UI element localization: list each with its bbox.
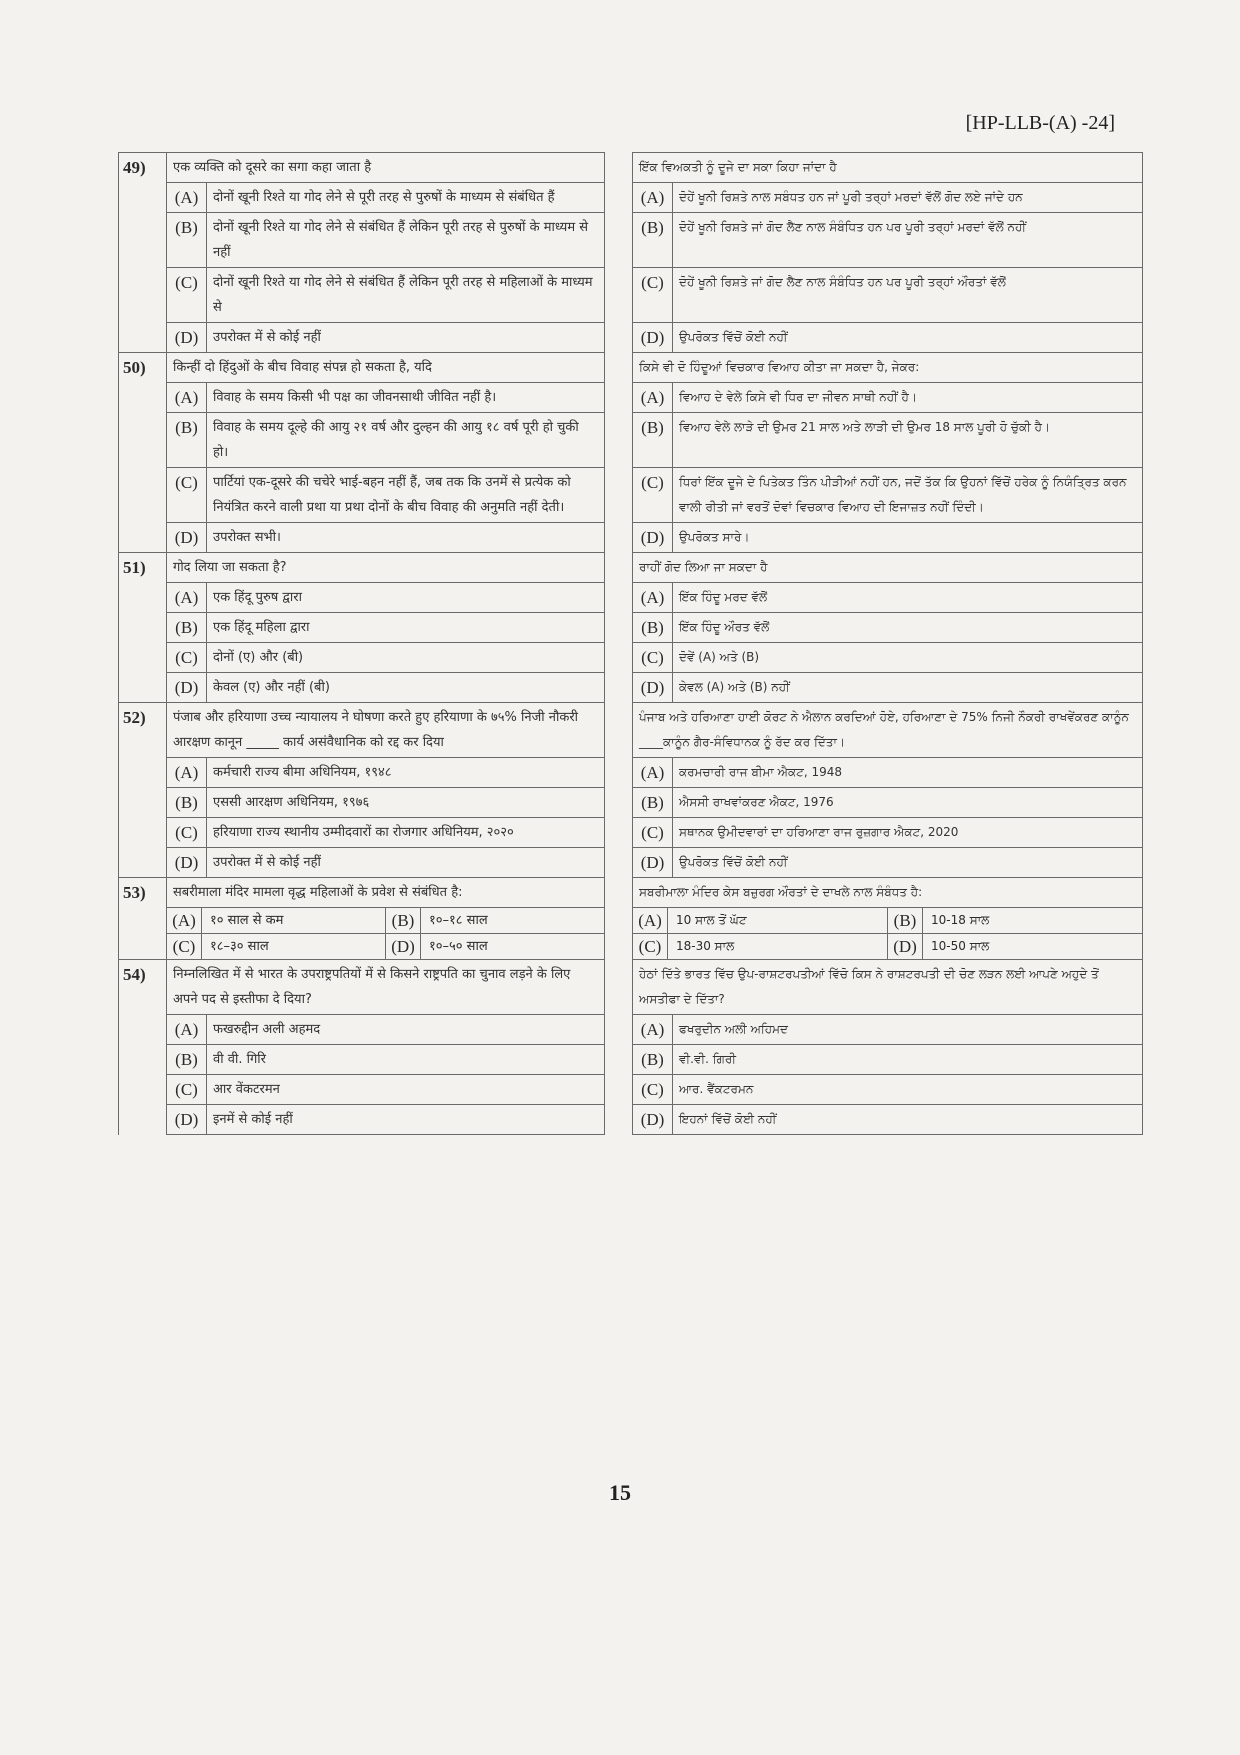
number-spacer: [119, 583, 167, 613]
option-text-punjabi: ਵਿਆਹ ਦੇ ਵੇਲੇ ਕਿਸੇ ਵੀ ਧਿਰ ਦਾ ਜੀਵਨ ਸਾਥੀ ਨਹੀਂ ਹੈ।: [673, 383, 1143, 413]
option-pair-hindi: [167, 934, 605, 960]
column-gap: [605, 1015, 633, 1045]
option-row: [119, 673, 1143, 703]
option-row: [119, 1045, 1143, 1075]
option-row: [119, 1105, 1143, 1135]
column-gap: [605, 468, 633, 523]
option-row: [119, 758, 1143, 788]
option-text-hindi: आर वेंकटरमन: [207, 1075, 605, 1105]
column-gap: [605, 878, 633, 908]
column-gap: [605, 643, 633, 673]
option-label: (B): [167, 1045, 207, 1075]
column-gap: [605, 413, 633, 468]
option-text-punjabi: 18-30 ਸਾਲ: [676, 939, 735, 953]
option-text-punjabi: ਇੱਕ ਹਿੰਦੂ ਔਰਤ ਵੱਲੋਂ: [673, 613, 1143, 643]
option-text-hindi: केवल (ए) और नहीं (बी): [207, 673, 605, 703]
option-label: (A): [633, 583, 673, 613]
column-gap: [605, 818, 633, 848]
option-row: [119, 788, 1143, 818]
option-row: [119, 183, 1143, 213]
column-gap: [605, 268, 633, 323]
option-label: (C): [167, 934, 202, 959]
option-label: (B): [167, 213, 207, 268]
question-number: 52): [119, 703, 167, 758]
column-gap: [605, 583, 633, 613]
column-gap: [605, 934, 633, 960]
question-row: [119, 353, 1143, 383]
option-label: (C): [633, 468, 673, 523]
question-number: 49): [119, 153, 167, 183]
option-row: [119, 848, 1143, 878]
number-spacer: [119, 1015, 167, 1045]
question-row: [119, 703, 1143, 758]
column-gap: [605, 848, 633, 878]
option-row: [119, 413, 1143, 468]
question-text-punjabi: ਰਾਹੀਂ ਗੋਦ ਲਿਆ ਜਾ ਸਕਦਾ ਹੈ: [633, 553, 1143, 583]
question-text-punjabi: ਇੱਕ ਵਿਅਕਤੀ ਨੂੰ ਦੂਜੇ ਦਾ ਸਕਾ ਕਿਹਾ ਜਾਂਦਾ ਹੈ: [633, 153, 1143, 183]
number-spacer: [119, 908, 167, 934]
option-text-punjabi: ਫਖਰੁਦੀਨ ਅਲੀ ਅਹਿਮਦ: [673, 1015, 1143, 1045]
number-spacer: [119, 213, 167, 268]
header-code: [HP-LLB-(A) -24]: [965, 112, 1115, 134]
option-label: (C): [167, 1075, 207, 1105]
option-text-punjabi: ਉਪਰੋਕਤ ਵਿੱਚੋਂ ਕੋਈ ਨਹੀਂ: [673, 323, 1143, 353]
question-text-punjabi: ਸਬਰੀਮਾਲਾ ਮੰਦਿਰ ਕੇਸ ਬਜ਼ੁਰਗ ਔਰਤਾਂ ਦੇ ਦਾਖਲੇ ਨਾਲ ਸੰਬੰਧਤ ਹੈ:: [633, 878, 1143, 908]
option-text-hindi: विवाह के समय दूल्हे की आयु २१ वर्ष और दुल्हन की आयु १८ वर्ष पूरी हो चुकी हो।: [207, 413, 605, 468]
question-text-hindi: निम्नलिखित में से भारत के उपराष्ट्रपतियों में से किसने राष्ट्रपति का चुनाव लड़ने के लिए अपने पद से इस्तीफा दे दिया?: [167, 960, 605, 1015]
option-text-punjabi: ਉਪਰੋਕਤ ਵਿੱਚੋਂ ਕੋਈ ਨਹੀਂ: [673, 848, 1143, 878]
column-gap: [605, 613, 633, 643]
option-text-punjabi: ਦੋਹੇਂ ਖੂਨੀ ਰਿਸ਼ਤੇ ਨਾਲ ਸਬੰਧਤ ਹਨ ਜਾਂ ਪੂਰੀ ਤਰ੍ਹਾਂ ਮਰਦਾਂ ਵੱਲੋਂ ਗੋਦ ਲਏ ਜਾਂਦੇ ਹਨ: [673, 183, 1143, 213]
option-label: (D): [167, 848, 207, 878]
column-gap: [605, 758, 633, 788]
number-spacer: [119, 523, 167, 553]
number-spacer: [119, 848, 167, 878]
option-text-hindi: एससी आरक्षण अधिनियम, १९७६: [207, 788, 605, 818]
option-text-hindi: विवाह के समय किसी भी पक्ष का जीवनसाथी जीवित नहीं है।: [207, 383, 605, 413]
question-table: [118, 152, 1143, 1135]
option-label: (D): [167, 323, 207, 353]
option-row: [119, 523, 1143, 553]
option-row: [119, 213, 1143, 268]
option-label: (D): [633, 848, 673, 878]
question-number: 54): [119, 960, 167, 1015]
question-text-punjabi: ਕਿਸੇ ਵੀ ਦੋ ਹਿੰਦੂਆਂ ਵਿਚਕਾਰ ਵਿਆਹ ਕੀਤਾ ਜਾ ਸਕਦਾ ਹੈ, ਜੇਕਰ:: [633, 353, 1143, 383]
number-spacer: [119, 323, 167, 353]
column-gap: [605, 673, 633, 703]
option-text-hindi: १०–५० साल: [429, 939, 488, 954]
number-spacer: [119, 183, 167, 213]
option-text-hindi: दोनों खूनी रिश्ते या गोद लेने से संबंधित हैं लेकिन पूरी तरह से पुरुषों के माध्यम से नहीं: [207, 213, 605, 268]
column-gap: [605, 323, 633, 353]
option-text-hindi: कर्मचारी राज्य बीमा अधिनियम, १९४८: [207, 758, 605, 788]
option-row: [119, 583, 1143, 613]
option-row: [119, 613, 1143, 643]
option-text-punjabi: ਵਿਆਹ ਵੇਲੇ ਲਾੜੇ ਦੀ ਉਮਰ 21 ਸਾਲ ਅਤੇ ਲਾੜੀ ਦੀ ਉਮਰ 18 ਸਾਲ ਪੂਰੀ ਹੋ ਚੁੱਕੀ ਹੈ।: [673, 413, 1143, 468]
option-label: (D): [167, 523, 207, 553]
number-spacer: [119, 383, 167, 413]
option-text-hindi: दोनों खूनी रिश्ते या गोद लेने से पूरी तरह से पुरुषों के माध्यम से संबंधित हैं: [207, 183, 605, 213]
option-label: (B): [633, 213, 673, 268]
option-label: (C): [167, 643, 207, 673]
column-gap: [605, 788, 633, 818]
option-text-hindi: उपरोक्त सभी।: [207, 523, 605, 553]
option-label: (A): [167, 383, 207, 413]
option-label: (D): [633, 1105, 673, 1135]
number-spacer: [119, 468, 167, 523]
option-text-punjabi: ਐਸਸੀ ਰਾਖਵਾਂਕਰਣ ਐਕਟ, 1976: [673, 788, 1143, 818]
number-spacer: [119, 1105, 167, 1135]
question-text-punjabi: ਪੰਜਾਬ ਅਤੇ ਹਰਿਆਣਾ ਹਾਈ ਕੋਰਟ ਨੇ ਐਲਾਨ ਕਰਦਿਆਂ ਹੋਏ, ਹਰਿਆਣਾ ਦੇ 75% ਨਿਜੀ ਨੌਕਰੀ ਰਾਖਵੇਂਕਰਣ ਕਾਨੂੰਨ ____ਕਾਨੂੰਨ ਗੈਰ-ਸੰਵਿਧਾਨਕ ਨੂੰ ਰੱਦ ਕਰ ਦਿੱਤਾ।: [633, 703, 1143, 758]
option-label: (A): [167, 1015, 207, 1045]
option-text-hindi: उपरोक्त में से कोई नहीं: [207, 323, 605, 353]
option-text-hindi: इनमें से कोई नहीं: [207, 1105, 605, 1135]
option-text-punjabi: ਆਰ. ਵੈਂਕਟਰਮਨ: [673, 1075, 1143, 1105]
option-label: (A): [633, 383, 673, 413]
option-label: (A): [167, 758, 207, 788]
option-text-punjabi: ਵੀ.ਵੀ. ਗਿਰੀ: [673, 1045, 1143, 1075]
number-spacer: [119, 268, 167, 323]
number-spacer: [119, 788, 167, 818]
option-pair-row: [119, 908, 1143, 934]
number-spacer: [119, 1075, 167, 1105]
option-row: [119, 323, 1143, 353]
number-spacer: [119, 643, 167, 673]
option-label: (B): [888, 908, 923, 933]
option-text-hindi: १०–१८ साल: [429, 913, 488, 928]
option-label: (A): [167, 183, 207, 213]
option-label: (B): [633, 1045, 673, 1075]
option-label: (B): [167, 613, 207, 643]
option-row: [119, 643, 1143, 673]
column-gap: [605, 353, 633, 383]
option-label: (C): [633, 818, 673, 848]
option-pair-punjabi: [633, 908, 1143, 934]
option-text-hindi: पार्टियां एक-दूसरे की चचेरे भाई-बहन नहीं हैं, जब तक कि उनमें से प्रत्येक को नियंत्रित करने वाली प्रथा या प्रथा दोनों के बीच विवाह की अनुमति नहीं देती।: [207, 468, 605, 523]
column-gap: [605, 383, 633, 413]
question-number: 50): [119, 353, 167, 383]
option-text-punjabi: ਧਿਰਾਂ ਇੱਕ ਦੂਜੇ ਦੇ ਪਿਤੇਕਤ ਤਿੰਨ ਪੀੜੀਆਂ ਨਹੀਂ ਹਨ, ਜਦੋਂ ਤੱਕ ਕਿ ਉਹਨਾਂ ਵਿੱਚੋਂ ਹਰੇਕ ਨੂੰ ਨਿਯੰਤ੍ਰਿਤ ਕਰਨ ਵਾਲੀ ਰੀਤੀ ਜਾਂ ਵਰਤੋਂ ਦੋਵਾਂ ਵਿਚਕਾਰ ਵਿਆਹ ਦੀ ਇਜਾਜ਼ਤ ਨਹੀਂ ਦਿੰਦੀ।: [673, 468, 1143, 523]
column-gap: [605, 908, 633, 934]
option-row: [119, 268, 1143, 323]
question-row: [119, 878, 1143, 908]
option-text-hindi: एक हिंदू महिला द्वारा: [207, 613, 605, 643]
option-text-punjabi: ਦੋਹੇਂ ਖੂਨੀ ਰਿਸ਼ਤੇ ਜਾਂ ਗੋਦ ਲੈਣ ਨਾਲ ਸੰਬੰਧਿਤ ਹਨ ਪਰ ਪੂਰੀ ਤਰ੍ਹਾਂ ਮਰਦਾਂ ਵੱਲੋਂ ਨਹੀਂ: [673, 213, 1143, 268]
column-gap: [605, 1075, 633, 1105]
option-text-punjabi: 10 ਸਾਲ ਤੋਂ ਘੱਟ: [676, 913, 747, 927]
option-text-punjabi: ਕਰਮਚਾਰੀ ਰਾਜ ਬੀਮਾ ਐਕਟ, 1948: [673, 758, 1143, 788]
option-text-punjabi: ਉਪਰੋਕਤ ਸਾਰੇ।: [673, 523, 1143, 553]
option-label: (C): [633, 643, 673, 673]
option-text-punjabi: 10-50 ਸਾਲ: [931, 939, 990, 953]
option-label: (D): [633, 523, 673, 553]
option-label: (B): [386, 908, 421, 933]
option-text-punjabi: ਇਹਨਾਂ ਵਿੱਚੋਂ ਕੋਈ ਨਹੀਂ: [673, 1105, 1143, 1135]
option-text-punjabi: ਦੋਹੇਂ ਖੂਨੀ ਰਿਸ਼ਤੇ ਜਾਂ ਗੋਦ ਲੈਣ ਨਾਲ ਸੰਬੰਧਿਤ ਹਨ ਪਰ ਪੂਰੀ ਤਰ੍ਹਾਂ ਔਰਤਾਂ ਵੱਲੋਂ: [673, 268, 1143, 323]
question-text-hindi: एक व्यक्ति को दूसरे का सगा कहा जाता है: [167, 153, 605, 183]
option-text-punjabi: ਇੱਕ ਹਿੰਦੂ ਮਰਦ ਵੱਲੋਂ: [673, 583, 1143, 613]
option-pair-punjabi: [633, 934, 1143, 960]
option-label: (C): [167, 268, 207, 323]
option-label: (B): [633, 413, 673, 468]
option-text-hindi: उपरोक्त में से कोई नहीं: [207, 848, 605, 878]
option-text-hindi: दोनों खूनी रिश्ते या गोद लेने से संबंधित हैं लेकिन पूरी तरह से महिलाओं के माध्यम से: [207, 268, 605, 323]
column-gap: [605, 523, 633, 553]
question-text-hindi: किन्हीं दो हिंदुओं के बीच विवाह संपन्न हो सकता है, यदि: [167, 353, 605, 383]
option-text-hindi: १० साल से कम: [210, 913, 284, 928]
option-label: (A): [633, 908, 668, 933]
column-gap: [605, 153, 633, 183]
option-text-hindi: वी वी. गिरि: [207, 1045, 605, 1075]
question-row: [119, 553, 1143, 583]
number-spacer: [119, 1045, 167, 1075]
option-label: (A): [167, 908, 202, 933]
column-gap: [605, 1105, 633, 1135]
option-text-hindi: १८–३० साल: [210, 939, 269, 954]
question-text-hindi: सबरीमाला मंदिर मामला वृद्ध महिलाओं के प्रवेश से संबंधित है:: [167, 878, 605, 908]
option-label: (A): [633, 183, 673, 213]
question-row: [119, 153, 1143, 183]
option-text-punjabi: 10-18 ਸਾਲ: [931, 913, 990, 927]
option-row: [119, 383, 1143, 413]
question-text-hindi: पंजाब और हरियाणा उच्च न्यायालय ने घोषणा करते हुए हरियाणा के ७५% निजी नौकरी आरक्षण कानून _____ कार्य असंवैधानिक को रद्द कर दिया: [167, 703, 605, 758]
option-label: (B): [167, 788, 207, 818]
option-pair-hindi: [167, 908, 605, 934]
question-text-hindi: गोद लिया जा सकता है?: [167, 553, 605, 583]
option-text-punjabi: ਸਥਾਨਕ ਉਮੀਦਵਾਰਾਂ ਦਾ ਹਰਿਆਣਾ ਰਾਜ ਰੁਜ਼ਗਾਰ ਐਕਟ, 2020: [673, 818, 1143, 848]
option-label: (D): [386, 934, 421, 959]
option-label: (D): [633, 323, 673, 353]
column-gap: [605, 703, 633, 758]
option-label: (B): [633, 613, 673, 643]
number-spacer: [119, 818, 167, 848]
option-text-punjabi: ਦੋਵੇਂ (A) ਅਤੇ (B): [673, 643, 1143, 673]
option-text-hindi: हरियाणा राज्य स्थानीय उम्मीदवारों का रोजगार अधिनियम, २०२०: [207, 818, 605, 848]
option-label: (C): [167, 818, 207, 848]
option-row: [119, 818, 1143, 848]
option-pair-row: [119, 934, 1143, 960]
option-label: (C): [633, 268, 673, 323]
page-number: 15: [609, 1480, 631, 1505]
column-gap: [605, 213, 633, 268]
option-label: (B): [633, 788, 673, 818]
option-text-punjabi: ਕੇਵਲ (A) ਅਤੇ (B) ਨਹੀਂ: [673, 673, 1143, 703]
number-spacer: [119, 413, 167, 468]
question-number: 53): [119, 878, 167, 908]
option-label: (D): [633, 673, 673, 703]
column-gap: [605, 960, 633, 1015]
question-number: 51): [119, 553, 167, 583]
column-gap: [605, 183, 633, 213]
option-label: (C): [167, 468, 207, 523]
number-spacer: [119, 934, 167, 960]
option-text-hindi: फखरुद्दीन अली अहमद: [207, 1015, 605, 1045]
option-text-hindi: एक हिंदू पुरुष द्वारा: [207, 583, 605, 613]
question-text-punjabi: ਹੇਠਾਂ ਦਿੱਤੇ ਭਾਰਤ ਵਿੱਚ ਉਪ-ਰਾਸ਼ਟਰਪਤੀਆਂ ਵਿੱਚੋ ਕਿਸ ਨੇ ਰਾਸ਼ਟਰਪਤੀ ਦੀ ਚੋਣ ਲੜਨ ਲਈ ਆਪਣੇ ਅਹੁਦੇ ਤੋਂ ਅਸਤੀਫਾ ਦੇ ਦਿੱਤਾ?: [633, 960, 1143, 1015]
number-spacer: [119, 673, 167, 703]
option-text-hindi: दोनों (ए) और (बी): [207, 643, 605, 673]
option-label: (B): [167, 413, 207, 468]
column-gap: [605, 553, 633, 583]
option-label: (A): [633, 1015, 673, 1045]
option-label: (C): [633, 1075, 673, 1105]
option-row: [119, 1075, 1143, 1105]
option-label: (D): [888, 934, 923, 959]
option-label: (A): [167, 583, 207, 613]
option-label: (C): [633, 934, 668, 959]
option-row: [119, 468, 1143, 523]
option-label: (D): [167, 673, 207, 703]
option-row: [119, 1015, 1143, 1045]
option-label: (A): [633, 758, 673, 788]
number-spacer: [119, 613, 167, 643]
question-row: [119, 960, 1143, 1015]
column-gap: [605, 1045, 633, 1075]
option-label: (D): [167, 1105, 207, 1135]
number-spacer: [119, 758, 167, 788]
